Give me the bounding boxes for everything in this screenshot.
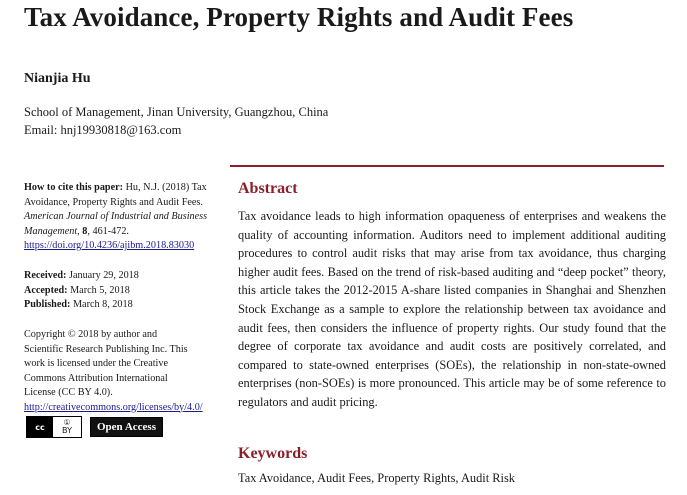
license-text: Copyright © 2018 by author and Scientific Research Publishing Inc. This work is licensed under the Creative Commons Attribution International License (CC BY 4.0).	[24, 329, 188, 398]
published-label: Published:	[24, 299, 71, 310]
section-divider	[230, 165, 664, 167]
open-access-badge: Open Access	[90, 417, 163, 437]
citation-text: Hu, N.J. (2018) Tax Avoidance, Property Rights and Audit Fees.	[24, 182, 207, 208]
by-label: BY	[62, 426, 72, 435]
person-icon: ①	[63, 418, 71, 427]
accepted-date: March 5, 2018	[70, 284, 130, 296]
accepted-label: Accepted:	[24, 284, 68, 296]
affiliation: School of Management, Jinan University, Guangzhou, China	[24, 105, 329, 119]
doi-link[interactable]: https://doi.org/10.4236/ajibm.2018.83030	[24, 240, 195, 251]
received-label: Received:	[24, 270, 67, 281]
license-link[interactable]: http://creativecommons.org/licenses/by/4.0/	[24, 401, 203, 413]
citation-block	[24, 181, 220, 254]
cc-icon: cc	[27, 417, 53, 437]
abstract-text: Tax avoidance leads to high information opaqueness of enterprises and weakens the quality of accounting information. Auditors need to implement additional auditing procedures to control audit risks that may arise from tax avoidance, thus charging higher audit fees. Based on the trend of risk-based auditing and “deep pocket” theory, this article takes the 2012-2015 A-share listed companies in Shanghai and Shenzhen Stock Exchange as a sample to explore the relationship between tax avoidance and audit fees, then considers the influence of property rights. Our study found that the degree of corporate tax avoidance and audit costs are positively correlated, and compared to state-owned enterprises (SOEs), the relationship in non-state-owned enterprises (non-SOEs) is more pronounced. This article may be of some reference to regulators and audit pricing.	[238, 209, 666, 409]
journal-name: American Journal of Industrial and Business Management,	[24, 211, 208, 237]
volume: 8	[82, 225, 88, 237]
badges	[26, 416, 163, 438]
keywords-text: Tax Avoidance, Audit Fees, Property Rights, Audit Risk	[238, 471, 515, 485]
citation-label: How to cite this paper:	[24, 182, 124, 193]
published-date: March 8, 2018	[72, 299, 133, 310]
received-date: January 29, 2018	[68, 270, 139, 281]
license-block	[24, 328, 220, 415]
dates-block	[24, 269, 220, 313]
cc-by-badge[interactable]	[26, 416, 82, 438]
pages: , 461-472.	[87, 225, 129, 237]
paper-title: Tax Avoidance, Property Rights and Audit Fees	[24, 2, 574, 32]
abstract-heading: Abstract	[238, 180, 298, 197]
author-email: Email: hnj19930818@163.com	[24, 123, 182, 137]
author-name: Nianjia Hu	[24, 71, 91, 86]
keywords-heading: Keywords	[238, 445, 308, 462]
